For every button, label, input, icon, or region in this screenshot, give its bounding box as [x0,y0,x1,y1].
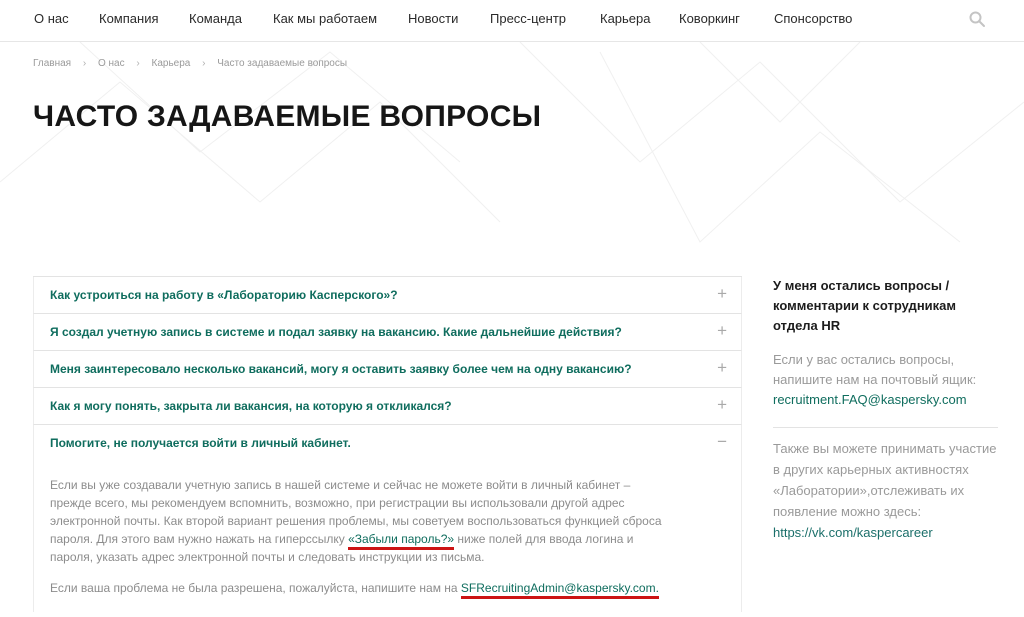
sidebar-divider [773,427,998,428]
answer-text: пароля, указать адрес электронной почты и следовать инструкции из письма. [50,550,485,564]
nav-item-sponsorship[interactable]: Спонсорство [774,11,853,26]
plus-icon[interactable]: + [717,284,727,303]
faq-accordion [33,276,742,612]
nav-item-how-we-work[interactable]: Как мы работаем [273,11,378,26]
breadcrumb-home[interactable]: Главная [33,58,72,69]
plus-icon[interactable]: + [717,321,727,340]
answer-text: Если вы уже создавали учетную запись в нашей системе и сейчас не можете войти в личный кабинет – [50,478,631,492]
hr-contact-sidebar [773,276,998,543]
breadcrumb-current: Часто задаваемые вопросы [217,58,348,69]
breadcrumb-separator-icon: › [82,58,87,69]
breadcrumb-separator-icon: › [136,58,140,69]
answer-text: электронной почты. Как второй вариант решения проблемы, мы советуем воспользоваться функцией сброса [50,514,662,528]
nav-item-news[interactable]: Новости [408,11,459,26]
breadcrumb-career[interactable]: Карьера [151,58,191,69]
faq-item[interactable] [33,351,742,388]
nav-item-company[interactable]: Компания [99,11,159,26]
faq-answer [33,462,742,612]
answer-text: ниже полей для ввода логина и [454,532,634,546]
faq-item[interactable] [33,388,742,425]
nav-item-press-center[interactable]: Пресс-центр [490,11,567,26]
breadcrumb [33,58,347,69]
forgot-password-link[interactable]: «Забыли пароль?» [348,532,454,550]
plus-icon[interactable]: + [717,358,727,377]
sidebar-title: У меня остались вопросы / комментарии к сотрудникам отдела HR [773,278,957,333]
answer-paragraph [50,579,725,597]
faq-question[interactable]: Я создал учетную запись в системе и подал заявку на вакансию. Какие дальнейшие действия? [50,325,622,339]
nav-item-about[interactable]: О нас [34,11,69,26]
faq-item[interactable] [33,314,742,351]
faq-item[interactable] [33,277,742,314]
faq-question[interactable]: Помогите, не получается войти в личный кабинет. [50,436,351,450]
sidebar-text: Также вы можете принимать участие в других карьерных активностях «Лаборатории»,отслеживать их появление можно здесь: [773,441,997,519]
faq-item-expanded[interactable] [33,425,742,462]
answer-text: прежде всего, мы рекомендуем вспомнить, возможно, при регистрации вы использовали другой адрес [50,496,625,510]
recruitment-email-link[interactable]: recruitment.FAQ@kaspersky.com [773,392,967,407]
sidebar-text: Если у вас остались вопросы, напишите нам на почтовый ящик: [773,352,977,387]
search-icon[interactable] [968,10,986,28]
breadcrumb-about[interactable]: О нас [97,58,125,69]
top-navigation [0,0,1024,42]
nav-item-team[interactable]: Команда [189,11,242,26]
vk-career-link[interactable]: https://vk.com/kaspercareer [773,525,933,540]
faq-question[interactable]: Как я могу понять, закрыта ли вакансия, на которую я откликался? [50,399,452,413]
faq-question[interactable]: Меня заинтересовало несколько вакансий, могу я оставить заявку более чем на одну вакансию? [50,362,632,376]
admin-email-link[interactable]: SFRecruitingAdmin@kaspersky.com. [461,581,659,599]
answer-text: пароля. Для этого вам нужно нажать на гиперссылку [50,532,349,546]
answer-paragraph [50,476,725,566]
page-title: ЧАСТО ЗАДАВАЕМЫЕ ВОПРОСЫ [33,100,542,133]
answer-text: Если ваша проблема не была разрешена, пожалуйста, напишите нам на [50,581,461,595]
plus-icon[interactable]: + [717,395,727,414]
minus-icon[interactable]: − [717,432,727,451]
nav-item-career[interactable]: Карьера [600,11,651,26]
nav-item-coworking[interactable]: Коворкинг [679,11,740,26]
background-pattern [0,42,1024,262]
breadcrumb-separator-icon: › [202,58,206,69]
faq-question[interactable]: Как устроиться на работу в «Лабораторию Касперского»? [50,288,398,302]
